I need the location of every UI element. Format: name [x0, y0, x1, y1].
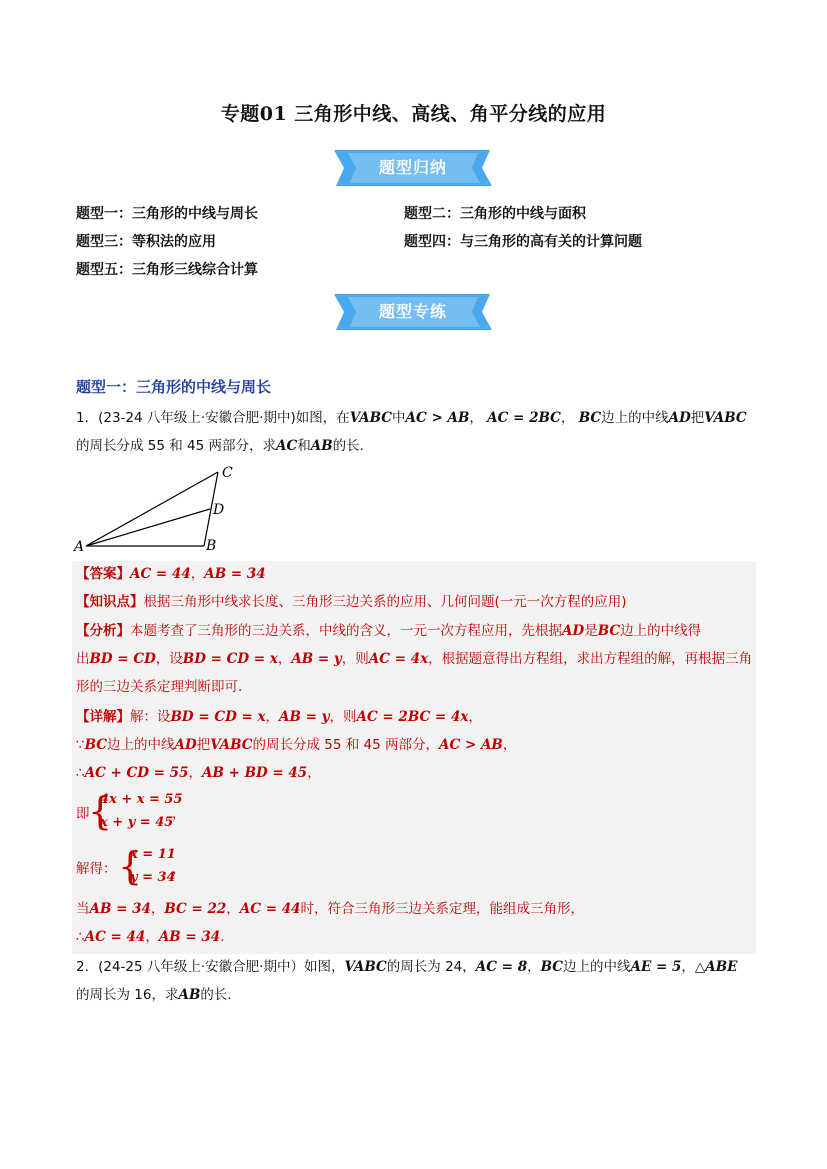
q2-text: 的周长为 24， [386, 959, 476, 975]
equation: y = 34 [130, 870, 176, 885]
toc-item-4: 题型四：与三角形的高有关的计算问题 [404, 234, 642, 250]
detail-line-3 [76, 760, 756, 786]
detail-text: ， [226, 901, 240, 917]
q1-text: 边上的中线 [601, 410, 669, 426]
answer-line [76, 561, 756, 587]
q1-ab: AB [310, 438, 333, 454]
math: AC > AB [439, 737, 503, 753]
q2-text: ， [681, 959, 695, 975]
analysis-line-3 [76, 674, 756, 700]
detail-text: ，则 [329, 709, 357, 725]
section-heading: 题型一：三角形的中线与周长 [76, 378, 272, 396]
q2-triangle: VABC [344, 959, 387, 975]
q1-sep: ， [469, 410, 483, 426]
label-a: A [74, 539, 85, 555]
q1-bc: BC [578, 410, 602, 426]
detail-text: ， [265, 709, 280, 725]
q1-text: 中 [392, 410, 406, 426]
q1-text: 的周长分成 55 和 45 两部分，求 [76, 438, 277, 454]
brace: { [118, 844, 143, 888]
math: BC = 22 [164, 901, 227, 917]
knowledge-text: 根据三角形中线求长度、三角形三边关系的应用、几何问题(一元一次方程的应用) [143, 594, 627, 610]
detail-text: 时，符合三角形三边关系定理，能组成三角形， [300, 901, 585, 917]
answer-value: AB = 34 [204, 566, 266, 582]
q1-sep: ， [560, 410, 575, 426]
triangle-figure [72, 463, 242, 558]
answer-tag: 【答案】 [76, 566, 130, 582]
q2-text: 的长. [200, 987, 232, 1003]
analysis-tag: 【分析】 [76, 623, 130, 639]
detail-line-2 [76, 732, 756, 758]
ji-label: 即 [76, 806, 90, 822]
math: AC + CD = 55 [84, 765, 189, 781]
sep: ， [190, 566, 205, 582]
math: AB = 34 [158, 929, 221, 945]
toc-item-3: 题型三：等积法的应用 [76, 234, 216, 250]
analysis-text: ，根据题意得出方程组，求出方程组的解，再根据三角 [428, 651, 753, 667]
equation: x = 11 [130, 847, 176, 862]
detail-text: ， [150, 901, 165, 917]
banner-practice [330, 292, 496, 332]
math: AB = y [291, 651, 342, 667]
math: VABC [210, 737, 253, 753]
analysis-line-1 [76, 618, 756, 644]
detail-text: ， [468, 709, 482, 725]
q1-ac: AC [276, 438, 298, 454]
math: AC = 44 [239, 901, 301, 917]
math: BC [597, 623, 621, 639]
equation: 4x + x = 55 [100, 792, 183, 807]
math: AB = 34 [89, 901, 151, 917]
q1-source: 1．(23-24 八年级上·安徽合肥·期中)如图，在 [76, 410, 350, 426]
q1-text: 把 [690, 410, 705, 426]
detail-text: 把 [196, 737, 211, 753]
q1-triangle: VABC [704, 410, 747, 426]
q2-source: 2．(24-25 八年级上·安徽合肥·期中）如图， [76, 959, 345, 975]
question-1 [76, 404, 756, 460]
jie-label: 解得： [76, 861, 117, 877]
detail-text: 当 [76, 901, 90, 917]
q1-ad: AD [668, 410, 691, 426]
detail-line-check [76, 896, 756, 922]
analysis-line-2 [76, 646, 756, 672]
analysis-text: ，设 [155, 651, 183, 667]
label-c: C [222, 465, 233, 481]
math: AC = 44 [84, 929, 146, 945]
math: BD = CD = x [170, 709, 266, 725]
math: BC [540, 959, 563, 975]
label-b: B [206, 538, 217, 554]
segment-ad [86, 509, 210, 546]
equation-system-1 [76, 790, 276, 836]
q1-condition-2: AC = 2BC [487, 410, 561, 426]
banner-practice-label: 题型专练 [378, 302, 447, 321]
detail-text: ， [307, 765, 321, 781]
analysis-text: 出 [76, 651, 90, 667]
banner-summary [330, 148, 496, 188]
toc-item-2: 题型二：三角形的中线与面积 [404, 206, 586, 222]
math: AB = y [279, 709, 330, 725]
analysis-text: 形的三边关系定理判断即可. [76, 679, 243, 695]
detail-text: 解：设 [130, 709, 171, 725]
q2-text: ， [527, 959, 541, 975]
math: AD [174, 737, 197, 753]
math: AC = 8 [475, 959, 528, 975]
therefore-symbol: ∴ [76, 765, 85, 781]
knowledge-line [76, 589, 756, 615]
math: BD = CD = x [182, 651, 278, 667]
detail-text: ， [188, 765, 202, 781]
therefore-symbol: ∴ [76, 929, 85, 945]
analysis-text: ，则 [341, 651, 369, 667]
sep: ， [172, 806, 186, 822]
q2-text: 的周长为 16，求 [76, 987, 179, 1003]
math: △ABE [694, 959, 738, 975]
detail-text: 边上的中线 [107, 737, 175, 753]
q1-text: 和 [297, 438, 311, 454]
math: AB [178, 987, 201, 1003]
brace: { [88, 789, 113, 833]
q1-text: 的长. [332, 438, 364, 454]
page-title: 专题01 三角形中线、高线、角平分线的应用 [220, 103, 607, 125]
detail-tag: 【详解】 [76, 709, 130, 725]
math: BD = CD [89, 651, 156, 667]
equation: x + y = 45 [100, 815, 174, 830]
analysis-text: 边上的中线得 [620, 623, 702, 639]
analysis-text: ， [277, 651, 292, 667]
math: AC = 2BC = 4x [356, 709, 469, 725]
label-d: D [213, 502, 225, 518]
analysis-text: 本题考查了三角形的三边关系，中线的含义，一元一次方程应用，先根据 [130, 623, 562, 639]
math: AE = 5 [630, 959, 682, 975]
math: AD [562, 623, 585, 639]
equation-system-2 [76, 845, 276, 891]
knowledge-tag: 【知识点】 [76, 594, 144, 610]
question-2 [76, 953, 756, 1009]
detail-text: ， [502, 737, 517, 753]
q2-text: 边上的中线 [563, 959, 631, 975]
detail-text: 的周长分成 55 和 45 两部分， [252, 737, 440, 753]
math: BC [84, 737, 107, 753]
sep: ， [172, 861, 186, 877]
analysis-text: 是 [584, 623, 598, 639]
toc-item-5: 题型五：三角形三线综合计算 [76, 262, 258, 278]
math: AC = 4x [368, 651, 429, 667]
detail-text: . [220, 929, 225, 945]
because-symbol: ∵ [76, 737, 85, 753]
detail-line-1 [76, 704, 756, 730]
answer-value: AC = 44 [130, 566, 191, 582]
banner-summary-label: 题型归纳 [378, 158, 447, 177]
detail-text: ， [145, 929, 159, 945]
segment-ac [86, 472, 218, 546]
math: AB + BD = 45 [201, 765, 308, 781]
toc-item-1: 题型一：三角形的中线与周长 [76, 206, 258, 222]
q1-triangle: VABC [349, 410, 393, 426]
q1-condition-1: AC > AB [405, 410, 470, 426]
detail-line-final [76, 924, 756, 950]
